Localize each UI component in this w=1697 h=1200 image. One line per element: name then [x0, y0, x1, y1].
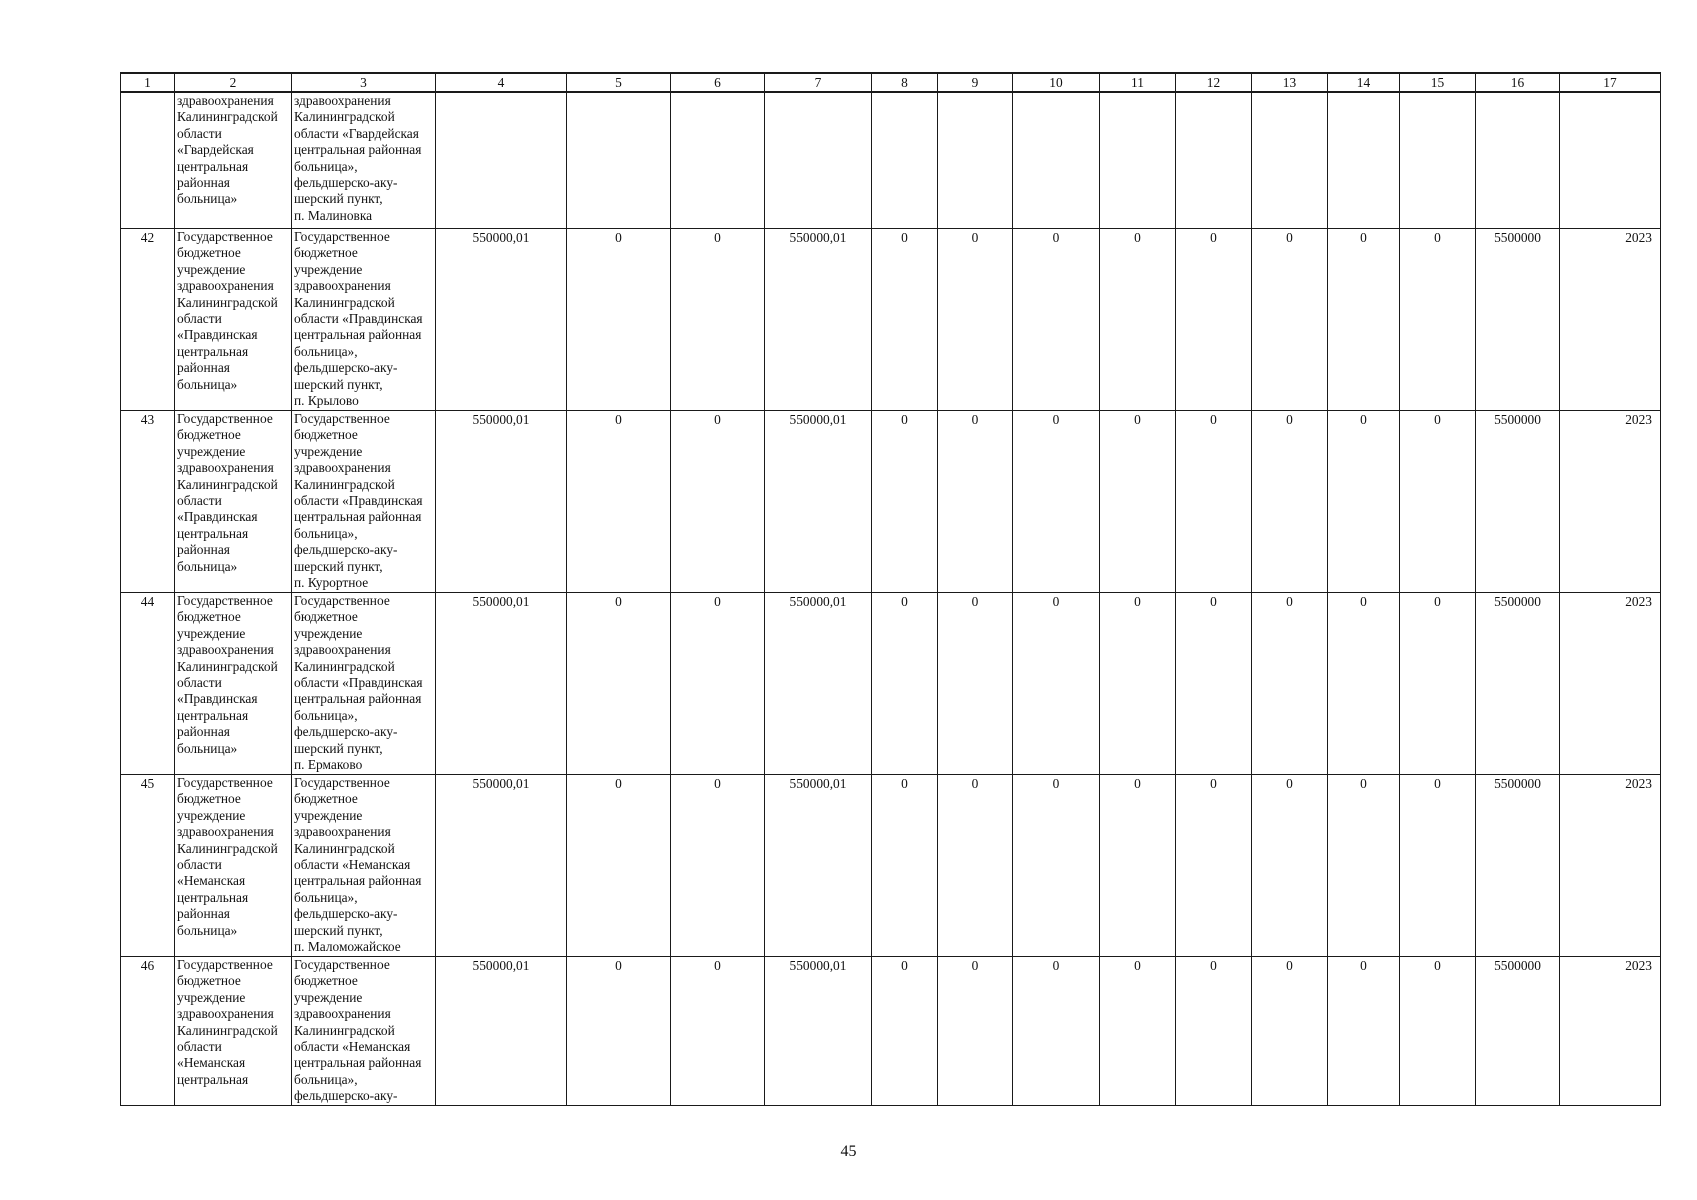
value-cell: 5500000 [1476, 957, 1560, 1106]
table-row [121, 411, 1661, 593]
facility-cell: Государственное бюджетное учреждение здравоохранения Калининградской области «Неманская центральная районная больница», фельдшерско-аку- шерский пункт, п. Маломожайское [292, 775, 436, 957]
value-cell: 0 [567, 775, 671, 957]
column-header: 14 [1328, 73, 1400, 92]
value-cell: 550000,01 [765, 593, 872, 775]
value-cell: 0 [1328, 229, 1400, 411]
value-cell: 0 [1400, 775, 1476, 957]
value-cell: 0 [872, 957, 938, 1106]
value-cell: 550000,01 [436, 411, 567, 593]
value-cell: 0 [1176, 229, 1252, 411]
value-cell: 0 [671, 775, 765, 957]
value-cell: 0 [938, 957, 1013, 1106]
value-cell: 5500000 [1476, 411, 1560, 593]
data-table [120, 72, 1661, 1106]
row-number: 44 [121, 593, 175, 775]
column-header: 17 [1560, 73, 1661, 92]
value-cell: 0 [1328, 593, 1400, 775]
value-cell: 0 [1100, 957, 1176, 1106]
value-cell: 0 [1013, 957, 1100, 1106]
value-cell: 0 [1328, 775, 1400, 957]
value-cell: 550000,01 [436, 957, 567, 1106]
table-row [121, 92, 1661, 229]
row-number [121, 92, 175, 229]
value-cell: 0 [1328, 957, 1400, 1106]
column-header: 1 [121, 73, 175, 92]
value-cell: 0 [567, 593, 671, 775]
value-cell: 0 [1252, 775, 1328, 957]
row-number: 46 [121, 957, 175, 1106]
value-cell [1328, 92, 1400, 229]
value-cell: 0 [872, 229, 938, 411]
value-cell: 5500000 [1476, 775, 1560, 957]
value-cell [567, 92, 671, 229]
value-cell: 0 [1252, 593, 1328, 775]
value-cell [1013, 92, 1100, 229]
column-header: 6 [671, 73, 765, 92]
organization-cell: Государственное бюджетное учреждение здравоохранения Калининградской области «Правдинская центральная районная больница» [175, 229, 292, 411]
value-cell: 0 [671, 411, 765, 593]
value-cell: 0 [938, 775, 1013, 957]
column-header: 5 [567, 73, 671, 92]
value-cell: 0 [1176, 593, 1252, 775]
value-cell [1100, 92, 1176, 229]
year-cell: 2023 [1560, 411, 1661, 593]
table-row [121, 957, 1661, 1106]
value-cell: 0 [872, 593, 938, 775]
column-header: 16 [1476, 73, 1560, 92]
value-cell: 550000,01 [436, 229, 567, 411]
value-cell [671, 92, 765, 229]
column-header: 4 [436, 73, 567, 92]
value-cell: 550000,01 [765, 957, 872, 1106]
facility-cell: Государственное бюджетное учреждение здравоохранения Калининградской области «Правдинская центральная районная больница», фельдшерско-аку- шерский пункт, п. Курортное [292, 411, 436, 593]
value-cell: 550000,01 [765, 229, 872, 411]
value-cell: 0 [1252, 411, 1328, 593]
organization-cell: Государственное бюджетное учреждение здравоохранения Калининградской области «Неманская центральная [175, 957, 292, 1106]
value-cell: 0 [1013, 593, 1100, 775]
value-cell: 0 [1400, 411, 1476, 593]
organization-cell: Государственное бюджетное учреждение здравоохранения Калининградской области «Правдинская центральная районная больница» [175, 593, 292, 775]
value-cell: 0 [1100, 775, 1176, 957]
value-cell: 550000,01 [765, 775, 872, 957]
row-number: 43 [121, 411, 175, 593]
year-cell: 2023 [1560, 775, 1661, 957]
column-header: 8 [872, 73, 938, 92]
facility-cell: здравоохранения Калининградской области «Гвардейская центральная районная больница», фельдшерско-аку- шерский пункт, п. Малиновка [292, 92, 436, 229]
value-cell [1400, 92, 1476, 229]
column-header: 11 [1100, 73, 1176, 92]
value-cell: 0 [1252, 229, 1328, 411]
year-cell [1560, 92, 1661, 229]
value-cell: 0 [872, 775, 938, 957]
page-number: 45 [840, 1143, 857, 1160]
year-cell: 2023 [1560, 957, 1661, 1106]
column-number-row [121, 73, 1661, 92]
value-cell: 0 [1400, 957, 1476, 1106]
table-row [121, 229, 1661, 411]
value-cell: 550000,01 [765, 411, 872, 593]
value-cell: 0 [938, 411, 1013, 593]
column-header: 13 [1252, 73, 1328, 92]
facility-cell: Государственное бюджетное учреждение здравоохранения Калининградской области «Правдинская центральная районная больница», фельдшерско-аку- шерский пункт, п. Ермаково [292, 593, 436, 775]
value-cell: 0 [1176, 411, 1252, 593]
column-header: 9 [938, 73, 1013, 92]
value-cell [765, 92, 872, 229]
value-cell: 0 [567, 229, 671, 411]
organization-cell: здравоохранения Калининградской области «Гвардейская центральная районная больница» [175, 92, 292, 229]
value-cell: 0 [1100, 411, 1176, 593]
value-cell: 0 [1100, 593, 1176, 775]
value-cell: 0 [1013, 229, 1100, 411]
value-cell [436, 92, 567, 229]
value-cell [1252, 92, 1328, 229]
value-cell: 0 [1400, 229, 1476, 411]
value-cell: 0 [938, 593, 1013, 775]
value-cell: 0 [671, 229, 765, 411]
column-header: 7 [765, 73, 872, 92]
value-cell: 0 [1176, 957, 1252, 1106]
value-cell: 0 [1252, 957, 1328, 1106]
value-cell: 0 [1013, 411, 1100, 593]
year-cell: 2023 [1560, 593, 1661, 775]
value-cell [938, 92, 1013, 229]
year-cell: 2023 [1560, 229, 1661, 411]
column-header: 3 [292, 73, 436, 92]
column-header: 15 [1400, 73, 1476, 92]
value-cell: 0 [872, 411, 938, 593]
column-header: 12 [1176, 73, 1252, 92]
value-cell: 0 [1328, 411, 1400, 593]
value-cell: 5500000 [1476, 229, 1560, 411]
facility-cell: Государственное бюджетное учреждение здравоохранения Калининградской области «Правдинская центральная районная больница», фельдшерско-аку- шерский пункт, п. Крылово [292, 229, 436, 411]
value-cell: 0 [671, 593, 765, 775]
value-cell: 0 [1176, 775, 1252, 957]
value-cell: 0 [567, 411, 671, 593]
value-cell: 0 [1400, 593, 1476, 775]
value-cell: 550000,01 [436, 775, 567, 957]
row-number: 45 [121, 775, 175, 957]
facility-cell: Государственное бюджетное учреждение здравоохранения Калининградской области «Неманская центральная районная больница», фельдшерско-аку- [292, 957, 436, 1106]
column-header: 2 [175, 73, 292, 92]
value-cell [872, 92, 938, 229]
column-header: 10 [1013, 73, 1100, 92]
table-row [121, 775, 1661, 957]
table-row [121, 593, 1661, 775]
value-cell [1176, 92, 1252, 229]
organization-cell: Государственное бюджетное учреждение здравоохранения Калининградской области «Неманская центральная районная больница» [175, 775, 292, 957]
value-cell [1476, 92, 1560, 229]
value-cell: 0 [938, 229, 1013, 411]
value-cell: 550000,01 [436, 593, 567, 775]
organization-cell: Государственное бюджетное учреждение здравоохранения Калининградской области «Правдинская центральная районная больница» [175, 411, 292, 593]
value-cell: 0 [1013, 775, 1100, 957]
value-cell: 0 [1100, 229, 1176, 411]
row-number: 42 [121, 229, 175, 411]
value-cell: 5500000 [1476, 593, 1560, 775]
value-cell: 0 [671, 957, 765, 1106]
value-cell: 0 [567, 957, 671, 1106]
